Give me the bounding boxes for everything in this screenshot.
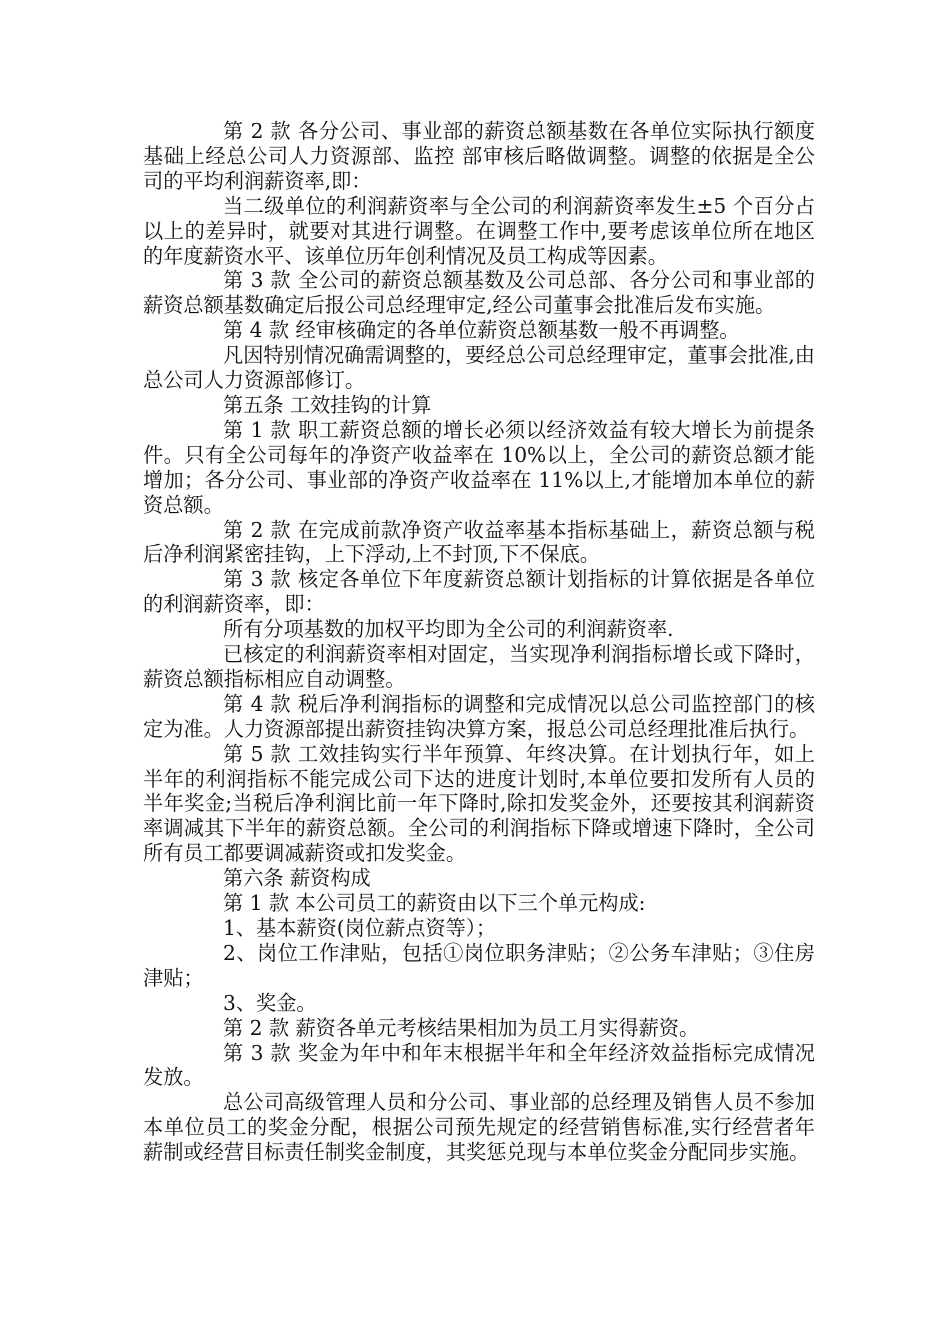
paragraph: 所有分项基数的加权平均即为全公司的利润薪资率. bbox=[223, 617, 674, 642]
paragraph: 第 3 款 奖金为年中和年末根据半年和全年经济效益指标完成情况发放。 bbox=[143, 1040, 815, 1090]
paragraph: 第 5 款 工效挂钩实行半年预算、年终决算。在计划执行年，如上半年的利润指标不能完成公司下达的进度计划时,本单位要扣发所有人员的半年奖金;当税后净利润比前一年下降时,除扣发奖金外，还要按其利润薪资率调减其下半年的薪资总额。全公司的利润指标下降或增速下降时，全公司所有员工都要调减薪资或扣发奖金。 bbox=[143, 741, 815, 866]
paragraph: 第 3 款 全公司的薪资总额基数及公司总部、各分公司和事业部的薪资总额基数确定后报公司总经理审定,经公司董事会批准后发布实施。 bbox=[143, 268, 815, 318]
paragraph: 已核定的利润薪资率相对固定，当实现净利润指标增长或下降时，薪资总额指标相应自动调整。 bbox=[143, 642, 815, 691]
paragraph: 第 2 款 各分公司、事业部的薪资总额基数在各单位实际执行额度基础上经总公司人力资源部、监控 部审核后略做调整。调整的依据是全公司的平均利润薪资率,即： bbox=[143, 119, 815, 193]
list-item: 3、奖金。 bbox=[223, 990, 317, 1015]
paragraph: 第 4 款 经审核确定的各单位薪资总额基数一般不再调整。 bbox=[223, 318, 740, 343]
paragraph: 第 4 款 税后净利润指标的调整和完成情况以总公司监控部门的核定为准。人力资源部提出薪资挂钩决算方案，报总公司总经理批准后执行。 bbox=[143, 691, 815, 741]
paragraph: 第 2 款 在完成前款净资产收益率基本指标基础上，薪资总额与税后净利润紧密挂钩，上下浮动,上不封顶,下不保底。 bbox=[143, 517, 815, 567]
paragraph: 总公司高级管理人员和分公司、事业部的总经理及销售人员不参加本单位员工的奖金分配，根据公司预先规定的经营销售标准,实行经营者年薪制或经营目标责任制奖金制度，其奖惩兑现与本单位奖金分配同步实施。 bbox=[143, 1090, 815, 1165]
section-heading: 第六条 薪资构成 bbox=[223, 866, 371, 891]
paragraph: 第 1 款 本公司员工的薪资由以下三个单元构成: bbox=[223, 891, 646, 916]
paragraph: 第 3 款 核定各单位下年度薪资总额计划指标的计算依据是各单位的利润薪资率，即： bbox=[143, 567, 815, 617]
paragraph: 当二级单位的利润薪资率与全公司的利润薪资率发生±5 个百分占以上的差异时，就要对其进行调整。在调整工作中,要考虑该单位所在地区的年度薪资水平、该单位历年创利情况及员工构成等因素。 bbox=[143, 193, 815, 268]
list-item: 2、岗位工作津贴，包括①岗位职务津贴；②公务车津贴；③住房津贴； bbox=[143, 940, 815, 990]
document-body bbox=[143, 119, 815, 1165]
paragraph: 第 1 款 职工薪资总额的增长必须以经济效益有较大增长为前提条件。只有全公司每年的净资产收益率在 10%以上，全公司的薪资总额才能增加；各分公司、事业部的净资产收益率在 11%以上,才能增加本单位的薪资总额。 bbox=[143, 417, 815, 517]
section-heading: 第五条 工效挂钩的计算 bbox=[223, 392, 432, 417]
paragraph: 第 2 款 薪资各单元考核结果相加为员工月实得薪资。 bbox=[223, 1015, 700, 1040]
paragraph: 凡因特别情况确需调整的，要经总公司总经理审定，董事会批准,由总公司人力资源部修订。 bbox=[143, 343, 815, 393]
list-item: 1、基本薪资(岗位薪点资等）； bbox=[223, 916, 497, 940]
